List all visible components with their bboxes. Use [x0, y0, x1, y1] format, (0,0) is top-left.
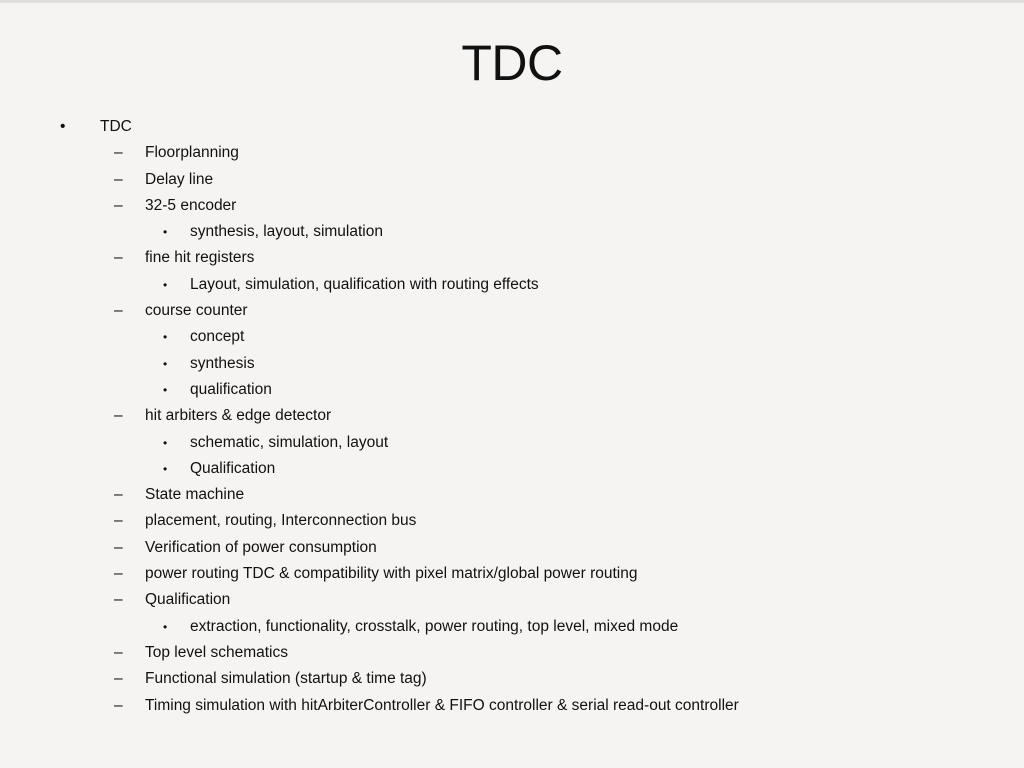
sub-item [0, 140, 1024, 166]
dash-marker: – [114, 486, 123, 504]
sub-item-text: power routing TDC & compatibility with pixel matrix/global power routing [145, 565, 638, 583]
sub-item [0, 298, 1024, 324]
sub-item-text: Qualification [145, 591, 231, 609]
sub-sub-item-text: synthesis, layout, simulation [190, 223, 383, 241]
sub-item [0, 561, 1024, 587]
dash-marker: – [114, 538, 123, 556]
sub-item-text: course counter [145, 302, 248, 320]
dash-marker: – [114, 696, 123, 714]
dash-marker: – [114, 565, 123, 583]
sub-item [0, 535, 1024, 561]
bullet-text: TDC [100, 118, 132, 135]
bullet-marker: • [163, 619, 168, 634]
sub-item-text: Top level schematics [145, 643, 289, 661]
sub-sub-item-text: Layout, simulation, qualification with routing effects [190, 275, 539, 293]
sub-sub-item [0, 456, 1024, 482]
bullet-marker: • [163, 356, 168, 371]
sub-item-text: Timing simulation with hitArbiterController & FIFO controller & serial read-out controller [145, 696, 739, 714]
sub-item-text: Delay line [145, 170, 214, 188]
sub-sub-item [0, 272, 1024, 298]
dash-marker: – [114, 249, 123, 267]
sub-item [0, 193, 1024, 219]
bullet-marker: • [163, 435, 168, 450]
sub-sub-item-text: qualification [190, 380, 272, 398]
bullet-list [0, 114, 1024, 719]
dash-marker: – [114, 512, 123, 530]
dash-marker: – [114, 407, 123, 425]
sub-item-text: 32-5 encoder [145, 196, 237, 214]
sub-item [0, 508, 1024, 534]
sub-sub-item-text: schematic, simulation, layout [190, 433, 389, 451]
sub-sub-item-text: synthesis [190, 354, 255, 372]
sub-sub-item [0, 351, 1024, 377]
sub-item-text: placement, routing, Interconnection bus [145, 512, 417, 530]
bullet-marker: • [60, 118, 66, 135]
slide-top-border [0, 0, 1024, 3]
bullet-marker: • [163, 382, 168, 397]
bullet-marker: • [163, 277, 168, 292]
sub-item [0, 167, 1024, 193]
sub-sub-item [0, 377, 1024, 403]
dash-marker: – [114, 302, 123, 320]
sub-item-text: fine hit registers [145, 249, 255, 267]
dash-marker: – [114, 643, 123, 661]
sub-item-text: Functional simulation (startup & time tag) [145, 670, 427, 688]
sub-item-text: Verification of power consumption [145, 538, 377, 556]
dash-marker: – [114, 144, 123, 162]
dash-marker: – [114, 196, 123, 214]
slide-title: TDC [461, 35, 563, 91]
sub-sub-item [0, 430, 1024, 456]
sub-sub-item-text: concept [190, 328, 245, 346]
sub-item-text: State machine [145, 486, 245, 504]
bullet-item [0, 114, 1024, 140]
sub-sub-item [0, 219, 1024, 245]
dash-marker: – [114, 170, 123, 188]
bullet-marker: • [163, 225, 168, 240]
sub-item [0, 693, 1024, 719]
sub-sub-item [0, 614, 1024, 640]
sub-sub-item-text: Qualification [190, 459, 276, 477]
bullet-marker: • [163, 330, 168, 345]
sub-item [0, 666, 1024, 692]
sub-item-text: Floorplanning [145, 144, 239, 162]
sub-item [0, 587, 1024, 613]
sub-item-text: hit arbiters & edge detector [145, 407, 332, 425]
sub-item [0, 245, 1024, 271]
sub-item [0, 640, 1024, 666]
dash-marker: – [114, 670, 123, 688]
sub-item [0, 482, 1024, 508]
sub-sub-item-text: extraction, functionality, crosstalk, power routing, top level, mixed mode [190, 617, 679, 635]
sub-item [0, 403, 1024, 429]
dash-marker: – [114, 591, 123, 609]
sub-sub-item [0, 324, 1024, 350]
bullet-marker: • [163, 461, 168, 476]
